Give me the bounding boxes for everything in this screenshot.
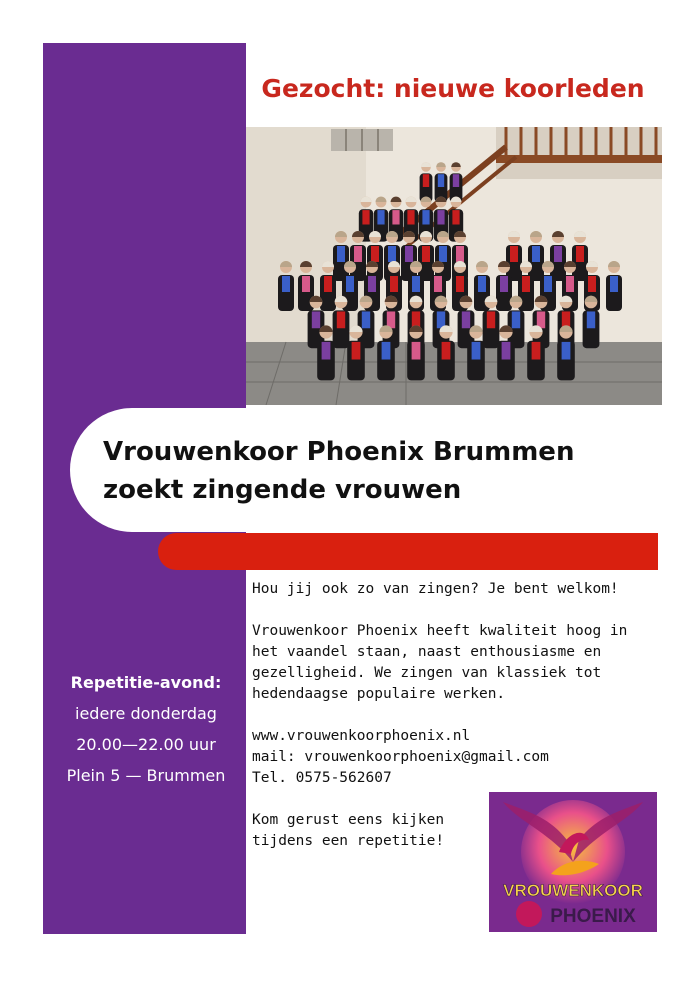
logo-text-line2: PHOENIX <box>550 906 636 927</box>
banner-title-line2: zoekt zingende vrouwen <box>103 475 462 505</box>
phoenix-logo <box>489 792 657 932</box>
headline: Gezocht: nieuwe koorleden <box>261 74 645 103</box>
red-stripe <box>158 533 658 570</box>
rehearsal-time: 20.00—22.00 uur <box>76 735 216 754</box>
closing-line: tijdens een repetitie! <box>252 833 445 849</box>
description-line: Vrouwenkoor Phoenix heeft kwaliteit hoog in <box>252 623 628 639</box>
description-line: hedendaagse populaire werken. <box>252 686 506 702</box>
rehearsal-heading: Repetitie-avond: <box>70 673 222 692</box>
description-line: gezelligheid. We zingen van klassiek tot <box>252 665 602 681</box>
rehearsal-info <box>46 667 246 791</box>
rehearsal-day: iedere donderdag <box>75 704 217 723</box>
banner-title-line1: Vrouwenkoor Phoenix Brummen <box>103 437 575 467</box>
closing-line: Kom gerust eens kijken <box>252 812 445 828</box>
banner-title <box>103 433 574 509</box>
intro-text: Hou jij ook zo van zingen? Je bent welkom! <box>252 581 619 597</box>
description-line: het vaandel staan, naast enthousiasme en <box>252 644 602 660</box>
mail-link[interactable]: mail: vrouwenkoorphoenix@gmail.com <box>252 749 549 765</box>
logo-text-line1: VROUWENKOOR <box>503 881 643 900</box>
rehearsal-place: Plein 5 — Brummen <box>66 766 226 785</box>
phone-number: Tel. 0575-562607 <box>252 770 392 786</box>
choir-group-photo <box>246 127 662 405</box>
website-link[interactable]: www.vrouwenkoorphoenix.nl <box>252 728 471 744</box>
